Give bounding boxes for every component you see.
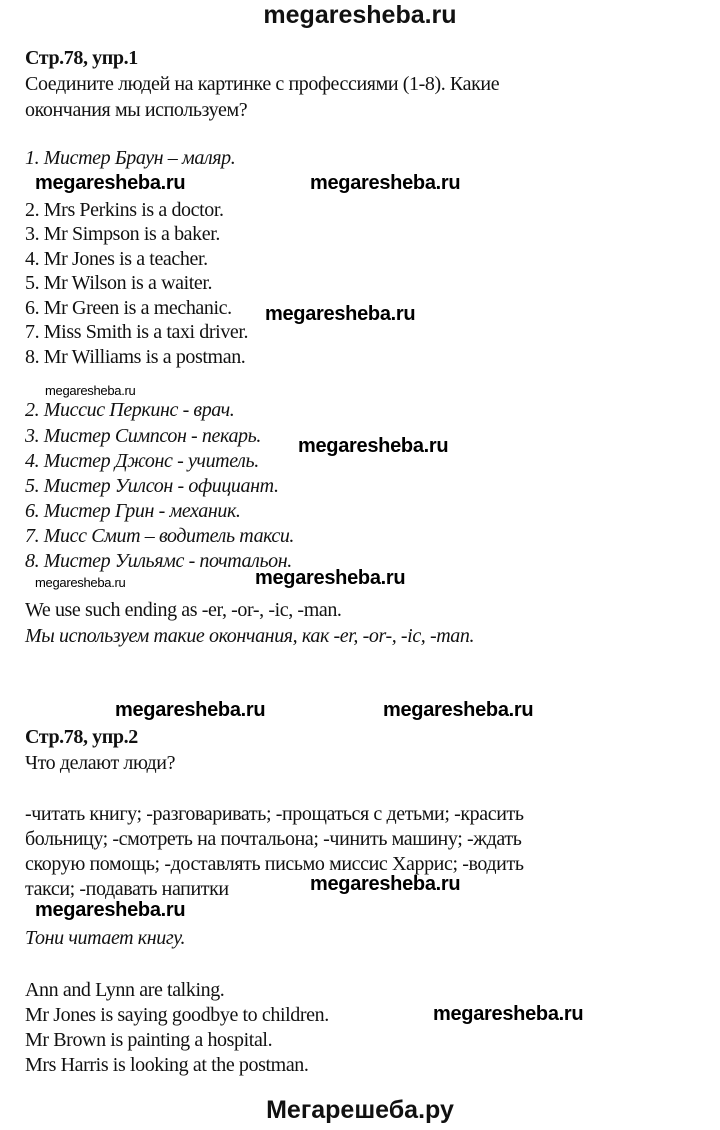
answer-russian: Мы используем такие окончания, как -er, -or-, -ic, -man. bbox=[25, 625, 475, 647]
russian-answer: 6. Мистер Грин - механик. bbox=[25, 500, 241, 522]
watermark: megaresheba.ru bbox=[383, 699, 534, 721]
exercise-2-answer: Mr Brown is painting a hospital. bbox=[25, 1029, 273, 1051]
english-answer: 4. Mr Jones is a teacher. bbox=[25, 248, 208, 270]
watermark: megaresheba.ru bbox=[35, 899, 186, 921]
watermark: megaresheba.ru bbox=[310, 873, 461, 895]
russian-answer: 4. Мистер Джонс - учитель. bbox=[25, 450, 259, 472]
russian-answer: 7. Мисс Смит – водитель такси. bbox=[25, 525, 295, 547]
russian-answer: 3. Мистер Симпсон - пекарь. bbox=[25, 425, 261, 447]
watermark: megaresheba.ru bbox=[433, 1003, 584, 1025]
site-header: megaresheba.ru bbox=[263, 1, 457, 29]
site-footer: Мегарешеба.ру bbox=[266, 1096, 454, 1124]
watermark-small: megaresheba.ru bbox=[45, 383, 136, 398]
english-answer: 7. Miss Smith is a taxi driver. bbox=[25, 321, 249, 343]
russian-answer: 5. Мистер Уилсон - официант. bbox=[25, 475, 279, 497]
watermark: megaresheba.ru bbox=[298, 435, 449, 457]
english-answer: 6. Mr Green is a mechanic. bbox=[25, 297, 232, 319]
english-answer: 8. Mr Williams is a postman. bbox=[25, 346, 246, 368]
exercise-2-question: Что делают люди? bbox=[25, 752, 176, 774]
exercise-2-answer: Mrs Harris is looking at the postman. bbox=[25, 1054, 309, 1076]
english-answer: 3. Mr Simpson is a baker. bbox=[25, 223, 220, 245]
exercise-1-task-line: окончания мы используем? bbox=[25, 99, 248, 121]
russian-answer: 2. Миссис Перкинс - врач. bbox=[25, 399, 235, 421]
watermark-small: megaresheba.ru bbox=[35, 575, 126, 590]
exercise-2-task-line: больницу; -смотреть на почтальона; -чинить машину; -ждать bbox=[25, 828, 522, 850]
english-answer: 2. Mrs Perkins is a doctor. bbox=[25, 199, 224, 221]
english-answer: 5. Mr Wilson is a waiter. bbox=[25, 272, 213, 294]
watermark: megaresheba.ru bbox=[255, 567, 406, 589]
exercise-2-task-line: скорую помощь; -доставлять письмо миссис Харрис; -водить bbox=[25, 853, 524, 875]
answer-english: We use such ending as -er, -or-, -ic, -man. bbox=[25, 599, 342, 621]
russian-answer: 8. Мистер Уильямс - почтальон. bbox=[25, 550, 292, 572]
exercise-1-title: Стр.78, упр.1 bbox=[25, 47, 138, 69]
watermark: megaresheba.ru bbox=[35, 172, 186, 194]
exercise-2-task-line: -читать книгу; -разговаривать; -прощаться с детьми; -красить bbox=[25, 803, 524, 825]
exercise-1-task-line: Соедините людей на картинке с профессиями (1-8). Какие bbox=[25, 73, 500, 95]
exercise-2-example: Тони читает книгу. bbox=[25, 927, 186, 949]
watermark: megaresheba.ru bbox=[265, 303, 416, 325]
exercise-2-answer: Ann and Lynn are talking. bbox=[25, 979, 225, 1001]
exercise-2-answer: Mr Jones is saying goodbye to children. bbox=[25, 1004, 329, 1026]
watermark: megaresheba.ru bbox=[310, 172, 461, 194]
watermark: megaresheba.ru bbox=[115, 699, 266, 721]
exercise-1-first-answer: 1. Мистер Браун – маляр. bbox=[25, 147, 236, 169]
exercise-2-title: Стр.78, упр.2 bbox=[25, 726, 138, 748]
exercise-2-task-line: такси; -подавать напитки bbox=[25, 878, 229, 900]
